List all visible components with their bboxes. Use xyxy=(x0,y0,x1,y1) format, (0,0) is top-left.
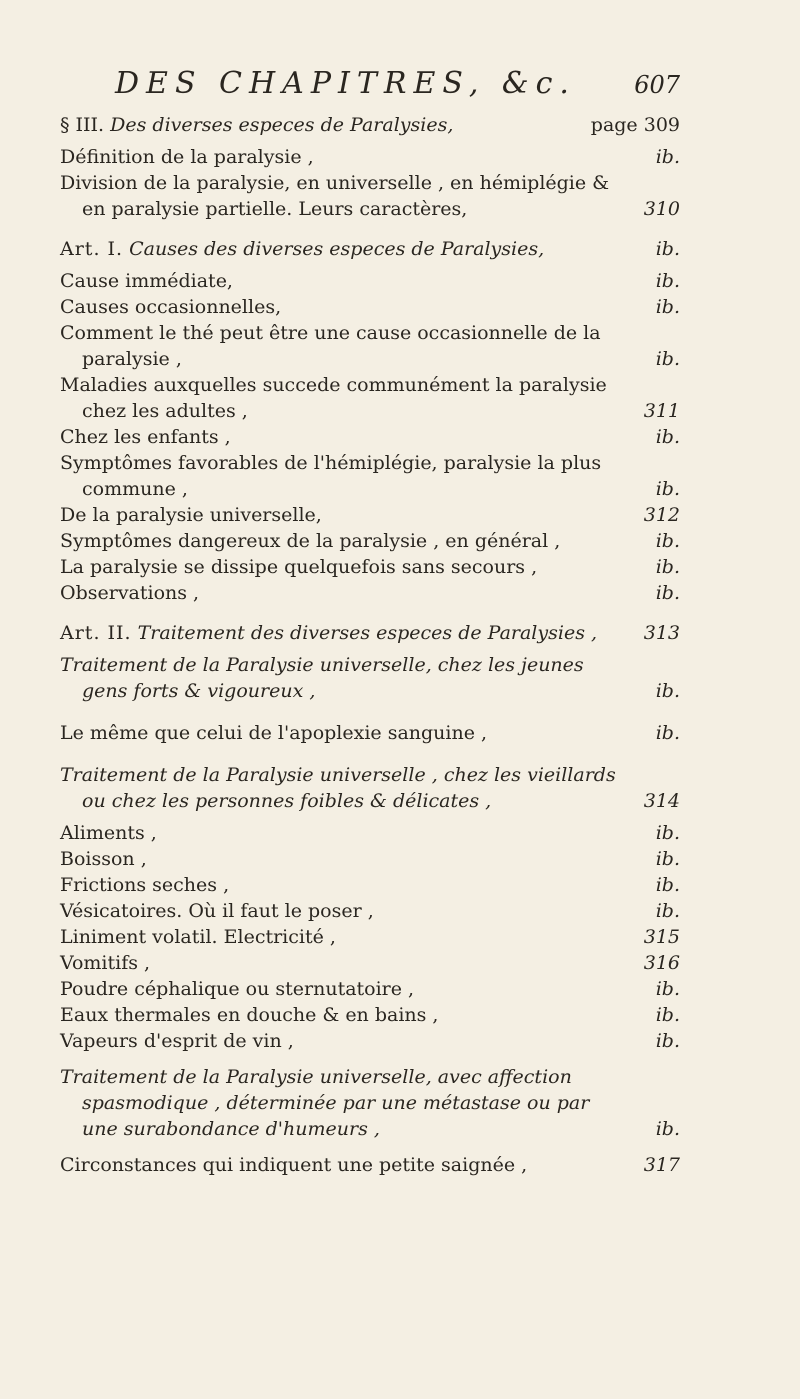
article-label: Art. I. xyxy=(60,238,124,260)
article-title: Traitement des diverses especes de Paralysies , xyxy=(137,622,598,644)
toc-entry-text: Traitement de la Paralysie universelle, chez les jeunes gens forts & vigoureux , xyxy=(60,654,584,702)
toc-entry xyxy=(60,1152,680,1178)
toc-entry xyxy=(60,762,680,814)
toc-entry-page: ib. xyxy=(655,530,680,552)
toc-entry-page: 316 xyxy=(643,952,680,974)
toc-entry-text: Le même que celui de l'apoplexie sanguine , xyxy=(60,722,488,744)
article-label: Art. II. xyxy=(60,622,132,644)
toc-entry-page: ib. xyxy=(655,478,680,500)
toc-entry xyxy=(60,924,680,950)
toc-entry xyxy=(60,898,680,924)
section-title: Des diverses especes de Paralysies, xyxy=(110,114,454,136)
toc-entry-text: Comment le thé peut être une cause occasionnelle de la paralysie , xyxy=(60,322,601,370)
toc-entry-page: ib. xyxy=(655,582,680,604)
toc-entry xyxy=(60,976,680,1002)
toc-entry-text: Vésicatoires. Où il faut le poser , xyxy=(60,900,374,922)
toc-entry-page: ib. xyxy=(655,1118,680,1140)
toc-entry-text: Maladies auxquelles succede communément la paralysie chez les adultes , xyxy=(60,374,607,422)
toc-entry xyxy=(60,1002,680,1028)
section-label: § III. xyxy=(60,114,105,136)
toc-entry xyxy=(60,450,680,502)
toc-entry-page: ib. xyxy=(655,722,680,744)
toc-entry-text: Traitement de la Paralysie universelle, avec affection spasmodique , déterminée par une métastase ou par une surabondance d'humeurs , xyxy=(60,1066,590,1140)
toc-entry-text: Symptômes dangereux de la paralysie , en général , xyxy=(60,530,561,552)
toc-entry xyxy=(60,846,680,872)
toc-entry-page: ib. xyxy=(655,556,680,578)
article-page: ib. xyxy=(655,238,680,260)
toc-entry-text: Observations , xyxy=(60,582,200,604)
toc-entry-page: ib. xyxy=(655,822,680,844)
toc-entry xyxy=(60,1064,680,1142)
toc-entry-text: Circonstances qui indiquent une petite saignée , xyxy=(60,1154,528,1176)
toc-entry-text: Poudre céphalique ou sternutatoire , xyxy=(60,978,415,1000)
toc-entry-text: Division de la paralysie, en universelle , en hémiplégie & en paralysie partielle. Leurs caractères, xyxy=(60,172,610,220)
toc-entry-text: Liniment volatil. Electricité , xyxy=(60,926,336,948)
toc-entry-text: Symptômes favorables de l'hémiplégie, paralysie la plus commune , xyxy=(60,452,602,500)
article-heading xyxy=(60,236,680,262)
toc-entry-page: 310 xyxy=(643,198,680,220)
toc-entry-text: Définition de la paralysie , xyxy=(60,146,314,168)
toc-entry-page: ib. xyxy=(655,978,680,1000)
toc-entry xyxy=(60,372,680,424)
toc-entry-text: La paralysie se dissipe quelquefois sans secours , xyxy=(60,556,538,578)
toc-entry-page: ib. xyxy=(655,848,680,870)
toc-entry xyxy=(60,170,680,222)
toc-entry-page: ib. xyxy=(655,874,680,896)
toc-entry-page: ib. xyxy=(655,146,680,168)
toc-entry-page: ib. xyxy=(655,900,680,922)
toc-entry-text: Chez les enfants , xyxy=(60,426,231,448)
toc-entry-page: ib. xyxy=(655,270,680,292)
toc-entry-page: 311 xyxy=(643,400,680,422)
toc-entry-text: Frictions seches , xyxy=(60,874,230,896)
toc-entry xyxy=(60,424,680,450)
article-title: Causes des diverses especes de Paralysies, xyxy=(129,238,545,260)
toc-entry xyxy=(60,720,680,746)
toc-entry xyxy=(60,144,680,170)
toc-entry xyxy=(60,1028,680,1054)
toc-entry-text: Aliments , xyxy=(60,822,157,844)
toc-entry-page: 314 xyxy=(643,790,680,812)
toc-entry-page: 312 xyxy=(643,504,680,526)
toc-entry-text: De la paralysie universelle, xyxy=(60,504,322,526)
toc-entry-text: Eaux thermales en douche & en bains , xyxy=(60,1004,439,1026)
section-page: 309 xyxy=(643,114,680,136)
toc-entry xyxy=(60,820,680,846)
toc-entry-text: Causes occasionnelles, xyxy=(60,296,282,318)
toc-entry-page: 315 xyxy=(643,926,680,948)
toc-entry xyxy=(60,872,680,898)
toc-entry-text: Cause immédiate, xyxy=(60,270,233,292)
running-header-title: DES CHAPITRES, &c. xyxy=(115,66,576,101)
toc-entry-page: ib. xyxy=(655,296,680,318)
toc-entry-page: 317 xyxy=(643,1154,680,1176)
toc-entry-text: Vapeurs d'esprit de vin , xyxy=(60,1030,294,1052)
toc-entry-page: ib. xyxy=(655,1030,680,1052)
toc-entry-text: Vomitifs , xyxy=(60,952,151,974)
running-header xyxy=(115,66,680,101)
section-page-prefix: page xyxy=(590,114,638,136)
toc-entry xyxy=(60,294,680,320)
toc-entry-page: ib. xyxy=(655,1004,680,1026)
toc-entry xyxy=(60,554,680,580)
page-number: 607 xyxy=(634,71,680,99)
toc-entry-text: Traitement de la Paralysie universelle , chez les vieillards ou chez les personnes foibles & délicates , xyxy=(60,764,616,812)
article-page: 313 xyxy=(643,622,680,644)
toc-entry xyxy=(60,580,680,606)
table-of-contents xyxy=(60,112,680,1178)
toc-entry-page: ib. xyxy=(655,426,680,448)
article-heading xyxy=(60,620,680,646)
toc-entry xyxy=(60,528,680,554)
toc-entry xyxy=(60,268,680,294)
toc-entry xyxy=(60,502,680,528)
toc-entry-page: ib. xyxy=(655,680,680,702)
toc-entry-page: ib. xyxy=(655,348,680,370)
section-heading xyxy=(60,112,680,138)
toc-entry xyxy=(60,950,680,976)
toc-entry xyxy=(60,652,680,704)
toc-entry-text: Boisson , xyxy=(60,848,147,870)
toc-entry xyxy=(60,320,680,372)
